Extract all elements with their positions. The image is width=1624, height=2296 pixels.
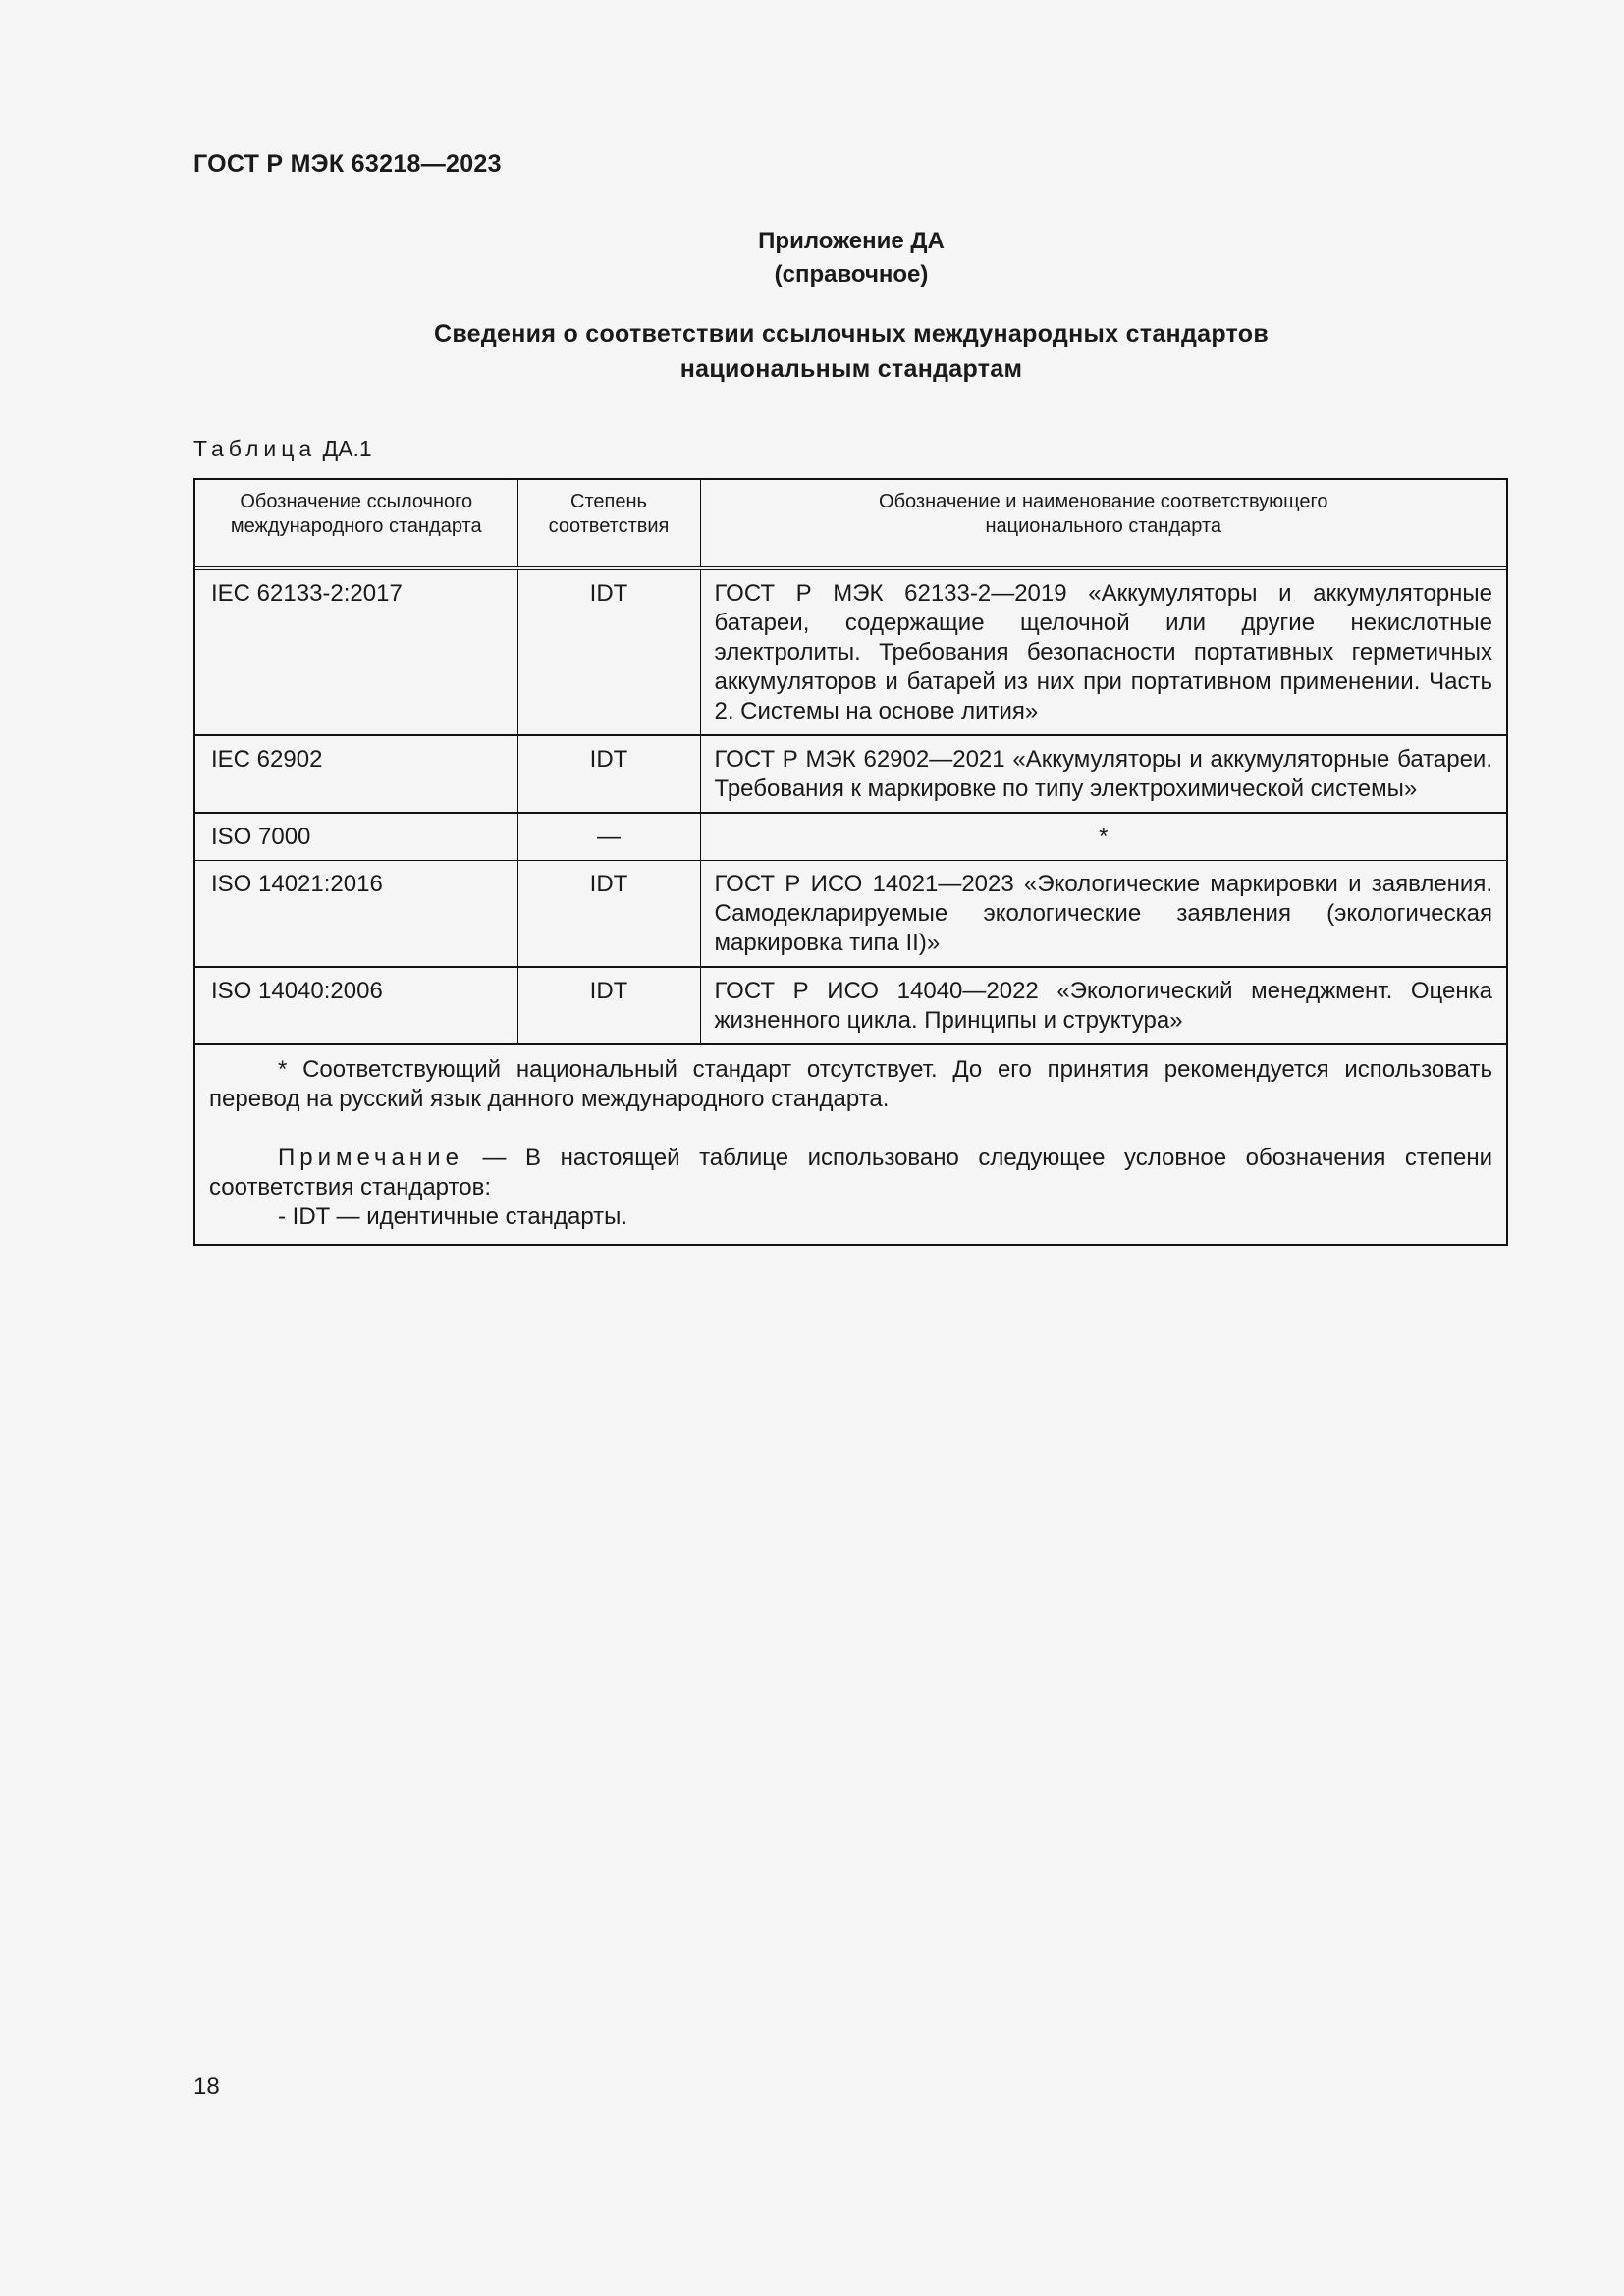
cell-national: ГОСТ Р ИСО 14040—2022 «Экологический менеджмент. Оценка жизненного цикла. Принципы и структура» <box>700 967 1506 1044</box>
cell-national: * <box>700 813 1506 861</box>
section-title-line-1: Сведения о соответствии ссылочных международных стандартов <box>433 320 1270 347</box>
table-grid <box>195 480 1506 1045</box>
header-col2-line2: соответствия <box>548 515 670 537</box>
header-col3-line1: Обозначение и наименование соответствующего <box>879 491 1328 512</box>
header-col2-line1: Степень <box>570 491 647 512</box>
table-label-word: Таблица <box>193 436 317 461</box>
cell-degree: IDT <box>517 967 700 1044</box>
table-row <box>195 568 1506 735</box>
document-code: ГОСТ Р МЭК 63218—2023 <box>193 150 502 178</box>
cell-code: ISO 14040:2006 <box>195 967 517 1044</box>
header-international-standard <box>195 480 517 568</box>
cell-degree: IDT <box>517 735 700 813</box>
cell-code: ISO 14021:2016 <box>195 861 517 968</box>
header-national-standard <box>700 480 1506 568</box>
cell-degree: IDT <box>517 568 700 735</box>
appendix-title: Приложение ДА <box>758 228 945 254</box>
cell-code: IEC 62133-2:2017 <box>195 568 517 735</box>
table-label <box>193 436 372 462</box>
table-row <box>195 967 1506 1044</box>
page-number: 18 <box>193 2073 220 2100</box>
note-label: Примечание <box>278 1145 463 1171</box>
table-header-row <box>195 480 1506 568</box>
table-row <box>195 813 1506 861</box>
footnote: * Соответствующий национальный стандарт отсутствует. До его принятия рекомендуется использовать перевод на русский язык данного международного стандарта. <box>209 1056 1492 1112</box>
cell-code: IEC 62902 <box>195 735 517 813</box>
cell-degree: — <box>517 813 700 861</box>
correspondence-table <box>193 478 1508 1246</box>
cell-degree: IDT <box>517 861 700 968</box>
cell-code: ISO 7000 <box>195 813 517 861</box>
appendix-subtitle: (справочное) <box>774 261 929 288</box>
note <box>209 1144 1492 1202</box>
cell-national: ГОСТ Р МЭК 62133-2—2019 «Аккумуляторы и аккумуляторные батареи, содержащие щелочной или другие некислотные электролиты. Требования безопасности портативных герметичных аккумуляторов и батарей из них при портативном применении. Часть 2. Системы на основе лития» <box>700 568 1506 735</box>
table-notes <box>195 1045 1506 1244</box>
table-row <box>195 735 1506 813</box>
header-degree <box>517 480 700 568</box>
note-text: — В настоящей таблице использовано следующее условное обозначения степени соответствия стандартов: <box>209 1145 1492 1201</box>
cell-national: ГОСТ Р МЭК 62902—2021 «Аккумуляторы и аккумуляторные батареи. Требования к маркировке по типу электрохимической системы» <box>700 735 1506 813</box>
appendix-heading <box>0 225 1624 292</box>
header-col1-line2: международного стандарта <box>230 515 482 537</box>
header-col3-line2: национального стандарта <box>985 515 1222 537</box>
note-item: - IDT — идентичные стандарты. <box>278 1203 628 1230</box>
section-title <box>0 316 1624 387</box>
cell-national: ГОСТ Р ИСО 14021—2023 «Экологические маркировки и заявления. Самодекларируемые экологические заявления (экологическая маркировка типа II)» <box>700 861 1506 968</box>
table-row <box>195 861 1506 968</box>
table-label-number: ДА.1 <box>316 436 372 461</box>
section-title-line-2: национальным стандартам <box>679 355 1023 383</box>
header-col1-line1: Обозначение ссылочного <box>240 491 473 512</box>
